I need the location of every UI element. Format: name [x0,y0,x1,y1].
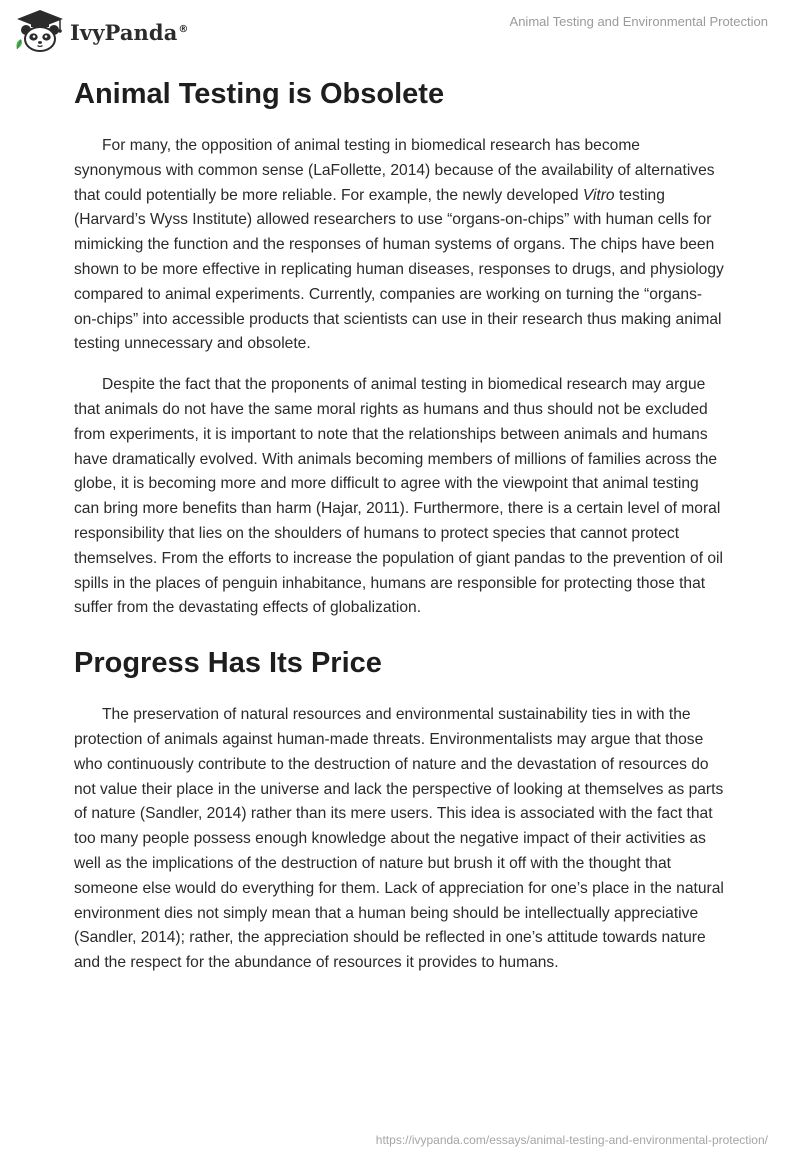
ivypanda-logo[interactable] [14,9,189,53]
paragraph-text: testing (Harvard’s Wyss Institute) allowed researchers to use “organs-on-chips” with human cells for mimicking the function and the responses of human systems of organs. The chips have been shown to be more effective in replicating human diseases, responses to drugs, and physiology compared to animal experiments. Currently, companies are working on turning the “organs-on-chips” into accessible products that scientists can use in their research thus making animal testing unnecessary and obsolete. [74,186,724,353]
emphasized-term: Vitro [582,186,615,204]
section-heading: Animal Testing is Obsolete [74,78,445,110]
section-heading: Progress Has Its Price [74,647,382,680]
paragraph [74,134,724,357]
document-title: Animal Testing and Environmental Protection [509,14,768,29]
brand-name: IvyPanda® [70,19,189,45]
panda-graduate-icon [14,9,66,53]
page-header [0,0,800,70]
paragraph-text: For many, the opposition of animal testing in biomedical research has become synonymous with common sense (LaFollette, 2014) because of the availability of alternatives that could potentially be more reliable. For example, the newly developed [74,137,715,204]
paragraph: The preservation of natural resources and environmental sustainability ties in with the protection of animals against human-made threats. Environmentalists may argue that those who continuously contribute to the destruction of nature and the devastation of resources do not value their place in the universe and lack the perspective of looking at themselves as parts of nature (Sandler, 2014) rather than its mere users. This idea is associated with the fact that too many people possess enough knowledge about the negative impact of their activities as well as the implications of the destruction of nature but brush it off with the thought that someone else would do everything for them. Lack of appreciation for one’s place in the natural environment dies not simply mean that a human being should be intellectually appreciative (Sandler, 2014); rather, the appreciation should be reflected in one’s attitude towards nature and the respect for the abundance of resources it provides to humans. [74,706,724,972]
essay-content [74,70,724,976]
paragraph: Despite the fact that the proponents of animal testing in biomedical research may argue that animals do not have the same moral rights as humans and thus should not be excluded from experiments, it is important to note that the relationships between animals and humans have dramatically evolved. With animals becoming members of millions of families across the globe, it is becoming more and more difficult to agree with the viewpoint that animal testing can bring more benefits than harm (Hajar, 2011). Furthermore, there is a certain level of moral responsibility that lies on the shoulders of humans to protect species that cannot protect themselves. From the efforts to increase the population of giant pandas to the prevention of oil spills in the places of penguin inhabitance, humans are responsible for protecting those that suffer from the devastating effects of globalization. [74,376,723,617]
source-url[interactable]: https://ivypanda.com/essays/animal-testing-and-environmental-protection/ [375,1133,768,1147]
registered-mark: ® [178,23,189,35]
